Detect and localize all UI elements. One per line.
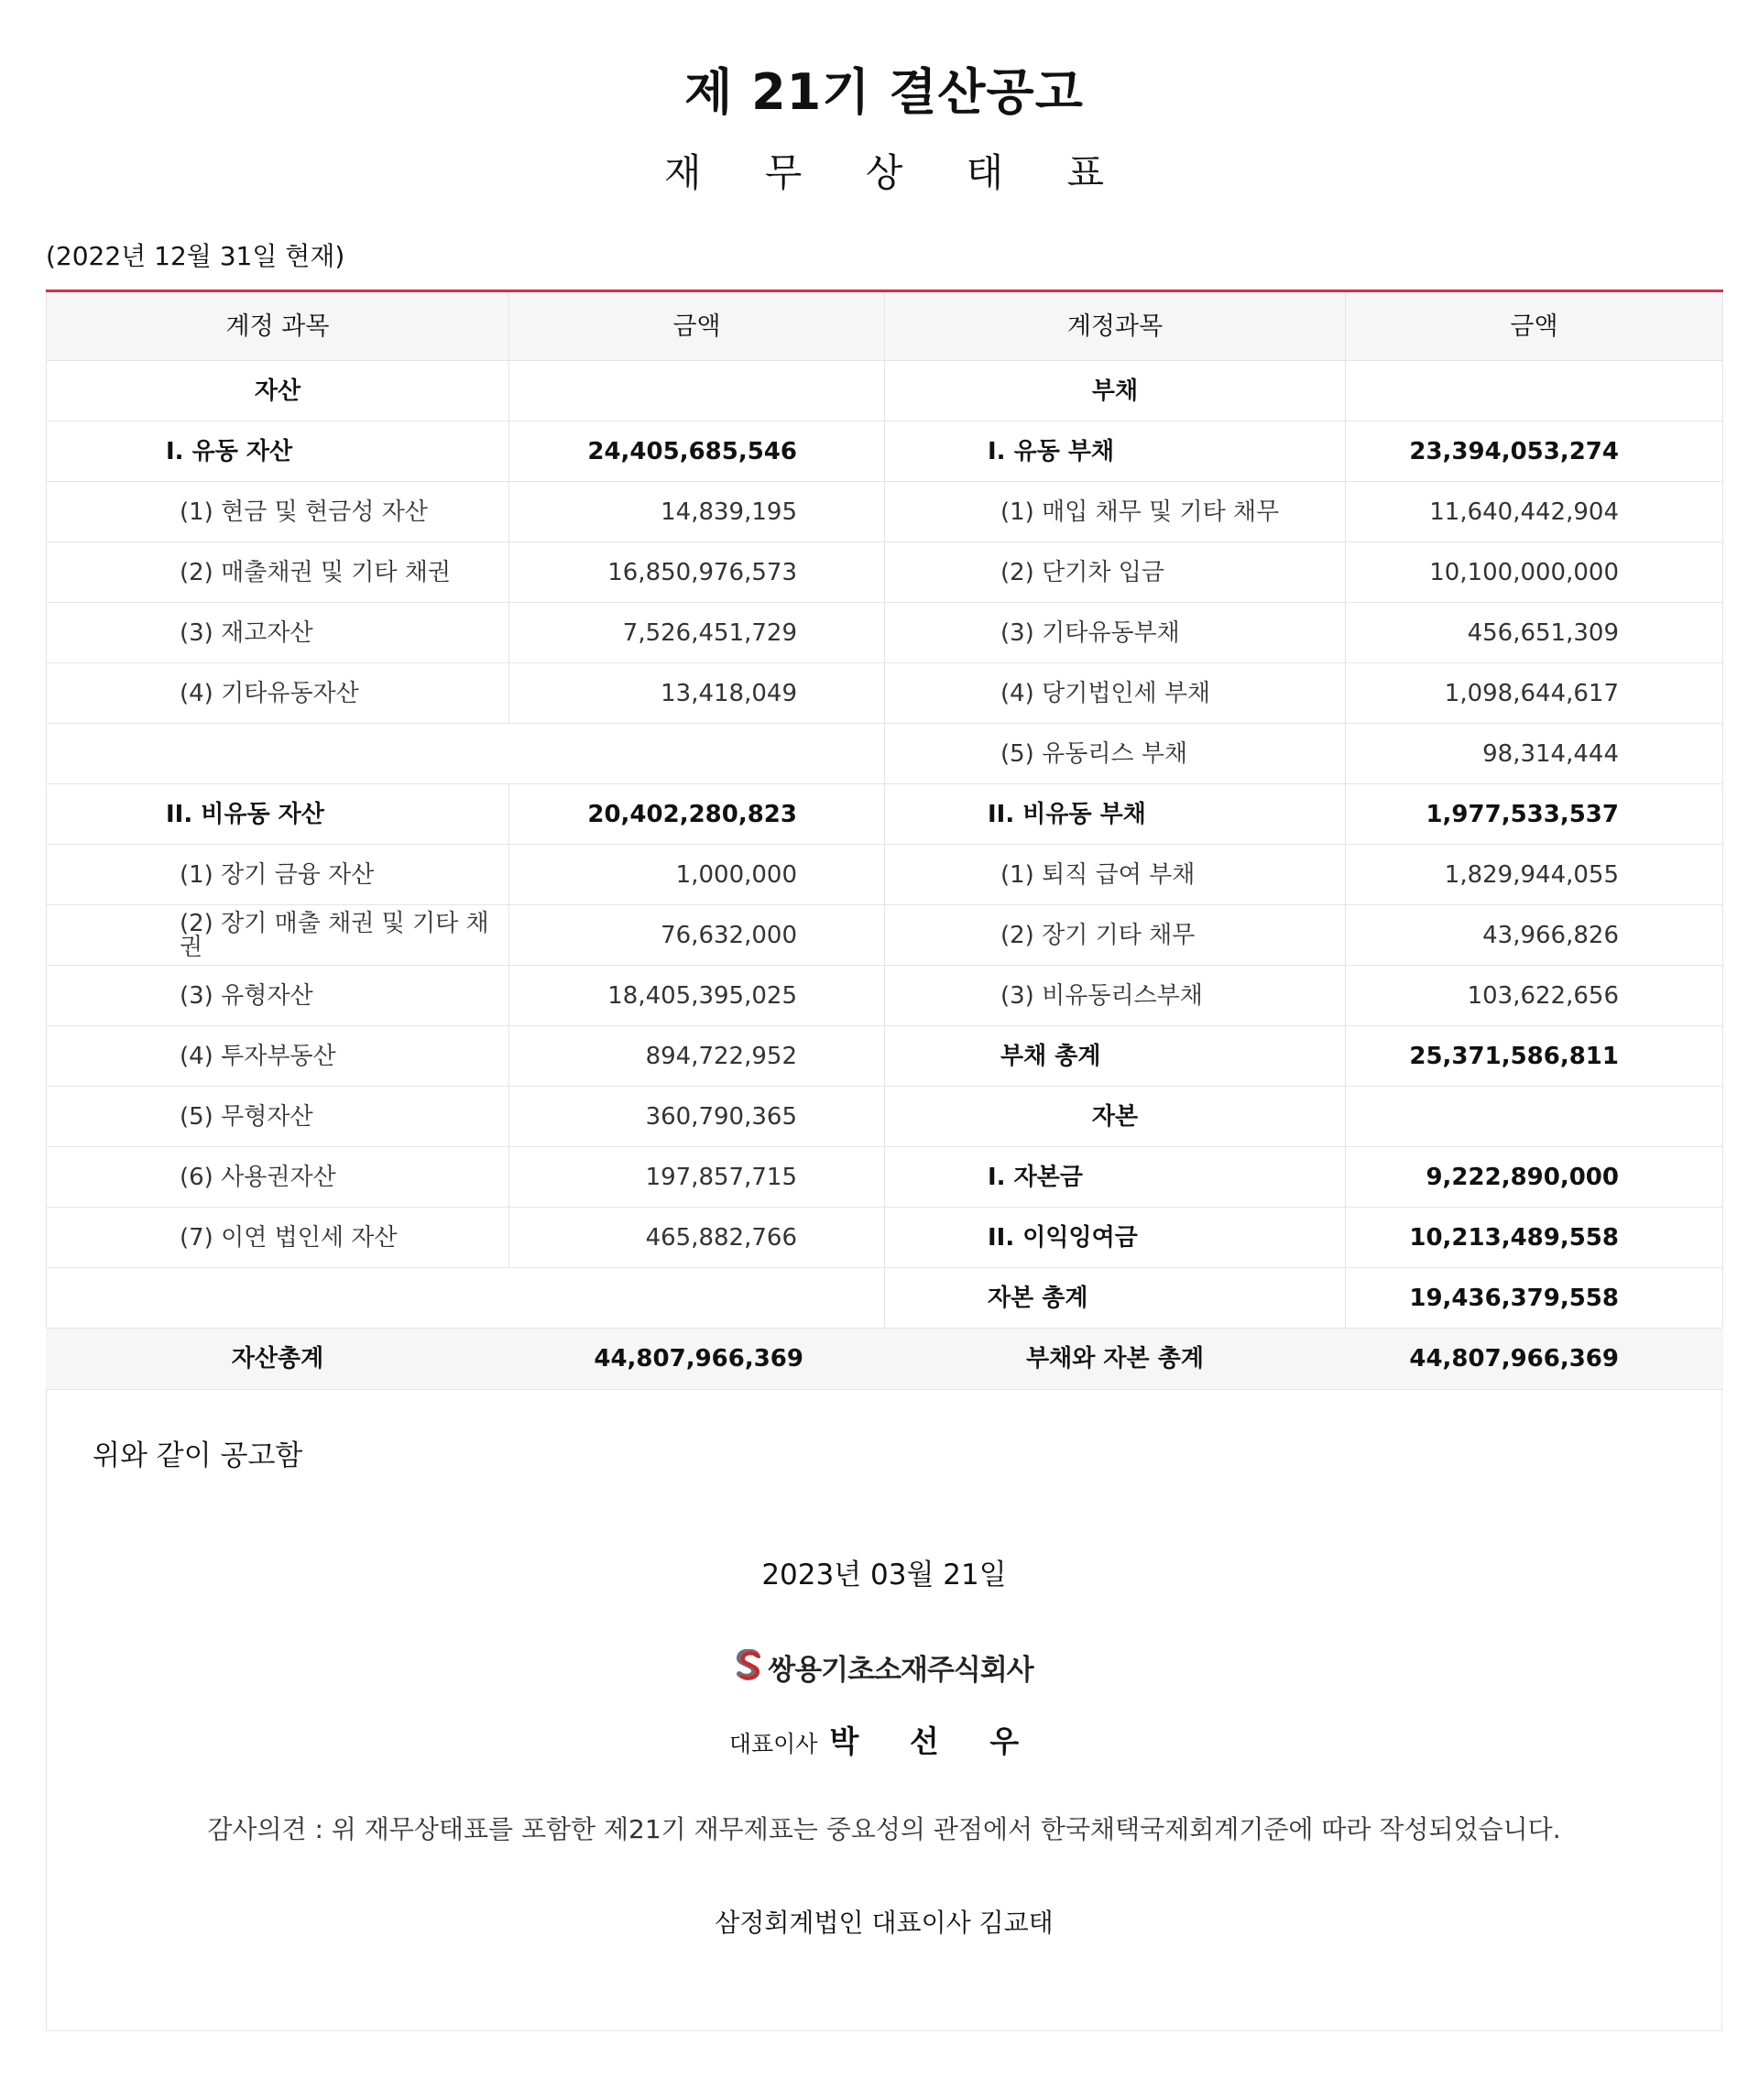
row-right-amount: 10,213,489,558 [1346,1208,1723,1268]
total-assets-label: 자산총계 [47,1329,509,1390]
row-left-label: (1) 장기 금융 자산 [47,845,509,905]
row-left-label: (4) 기타유동자산 [47,663,509,724]
row-left-label: (4) 투자부동산 [47,1026,509,1087]
table-row [47,542,1723,603]
row-right-label: I. 유동 부채 [885,421,1346,482]
company [47,1646,1721,1688]
row-right-amount: 98,314,444 [1346,724,1723,784]
table-row [47,845,1723,905]
row-right-amount: 456,651,309 [1346,603,1723,663]
row-left-amount: 465,882,766 [509,1208,885,1268]
row-right-label: (3) 비유동리스부채 [885,966,1346,1026]
row-left-label: I. 유동 자산 [47,421,509,482]
row-left-amount: 20,402,280,823 [509,784,885,845]
row-left-label: (3) 유형자산 [47,966,509,1026]
public-notice [46,1390,1722,2031]
row-right-amount: 103,622,656 [1346,966,1723,1026]
total-assets-amount: 44,807,966,369 [509,1329,885,1390]
ceo [47,1718,1721,1761]
row-left-label: (2) 매출채권 및 기타 채권 [47,542,509,603]
table-header-row [47,291,1723,361]
row-right-label: (3) 기타유동부채 [885,603,1346,663]
section-liabilities: 부채 [885,361,1346,421]
row-right-amount [1346,361,1723,421]
notice-lead: 위와 같이 공고함 [93,1439,303,1472]
header-right-amount: 금액 [1346,291,1723,361]
row-left-amount: 1,000,000 [509,845,885,905]
row-right-label: (5) 유동리스 부채 [885,724,1346,784]
row-left-label: II. 비유동 자산 [47,784,509,845]
table-row [47,421,1723,482]
audit-opinion: 감사의견 : 위 재무상태표를 포함한 제21기 재무제표는 중요성의 관점에서 한국채택국제회계기준에 따라 작성되었습니다. [207,1814,1561,1844]
row-right-label: (1) 퇴직 급여 부채 [885,845,1346,905]
row-right-label: (2) 장기 기타 채무 [885,905,1346,966]
ssangyong-s-logo-icon [735,1649,762,1686]
table-row [47,603,1723,663]
row-right-label: (4) 당기법인세 부채 [885,663,1346,724]
row-left-label: (2) 장기 매출 채권 및 기타 채권 [47,905,509,966]
row-right-amount: 25,371,586,811 [1346,1026,1723,1087]
table-row [47,784,1723,845]
table-row [47,361,1723,421]
row-right-amount: 1,977,533,537 [1346,784,1723,845]
row-right-label: 자본 총계 [885,1268,1346,1329]
row-left-amount: 24,405,685,546 [509,421,885,482]
row-left-label: (3) 재고자산 [47,603,509,663]
row-left-label: (1) 현금 및 현금성 자산 [47,482,509,542]
table-row [47,1208,1723,1268]
row-left-label: (6) 사용권자산 [47,1147,509,1208]
page-title: 제 21기 결산공고 [684,63,1084,121]
table-row [47,966,1723,1026]
row-left-amount: 197,857,715 [509,1147,885,1208]
row-right-amount [1346,1087,1723,1147]
company-name: 쌍용기초소재주식회사 [768,1654,1033,1687]
header-right-account: 계정과목 [885,291,1346,361]
row-right-label: (2) 단기차 입금 [885,542,1346,603]
row-right-amount: 1,098,644,617 [1346,663,1723,724]
row-left-amount: 7,526,451,729 [509,603,885,663]
table-row [47,905,1723,966]
row-right-label: (1) 매입 채무 및 기타 채무 [885,482,1346,542]
row-left-amount [509,361,885,421]
as-of-date: (2022년 12월 31일 현재) [46,241,345,271]
row-left-amount: 16,850,976,573 [509,542,885,603]
balance-sheet-table [46,290,1723,1390]
row-right-label: II. 이익잉여금 [885,1208,1346,1268]
notice-date: 2023년 03월 21일 [761,1559,1007,1591]
section-equity: 자본 [885,1087,1346,1147]
row-right-amount: 23,394,053,274 [1346,421,1723,482]
row-left-amount: 360,790,365 [509,1087,885,1147]
row-right-label: II. 비유동 부채 [885,784,1346,845]
row-left-amount: 13,418,049 [509,663,885,724]
auditor: 삼정회계법인 대표이사 김교태 [715,1908,1054,1938]
row-left-empty [47,1268,885,1329]
total-row [47,1329,1723,1390]
ceo-label: 대표이사 [728,1731,818,1757]
row-right-amount: 9,222,890,000 [1346,1147,1723,1208]
row-left-label: (5) 무형자산 [47,1087,509,1147]
row-right-amount: 19,436,379,558 [1346,1268,1723,1329]
table-row [47,1147,1723,1208]
row-right-label: I. 자본금 [885,1147,1346,1208]
row-right-amount: 10,100,000,000 [1346,542,1723,603]
total-liab-equity-amount: 44,807,966,369 [1346,1329,1723,1390]
row-left-amount: 14,839,195 [509,482,885,542]
row-right-amount: 1,829,944,055 [1346,845,1723,905]
table-row [47,1268,1723,1329]
row-left-empty [47,724,885,784]
row-left-amount: 894,722,952 [509,1026,885,1087]
table-row [47,663,1723,724]
table-row [47,1026,1723,1087]
header-left-account: 계정 과목 [47,291,509,361]
table-row [47,482,1723,542]
row-left-label: (7) 이연 법인세 자산 [47,1208,509,1268]
row-left-amount: 76,632,000 [509,905,885,966]
ceo-name: 박 선 우 [829,1723,1040,1759]
table-row [47,724,1723,784]
total-liab-equity-label: 부채와 자본 총계 [885,1329,1346,1390]
table-row [47,1087,1723,1147]
row-right-amount: 11,640,442,904 [1346,482,1723,542]
document-subtitle: 재 무 상 태 표 [663,150,1131,195]
header-left-amount: 금액 [509,291,885,361]
row-right-amount: 43,966,826 [1346,905,1723,966]
row-right-label: 부채 총계 [885,1026,1346,1087]
section-assets: 자산 [47,361,509,421]
row-left-amount: 18,405,395,025 [509,966,885,1026]
